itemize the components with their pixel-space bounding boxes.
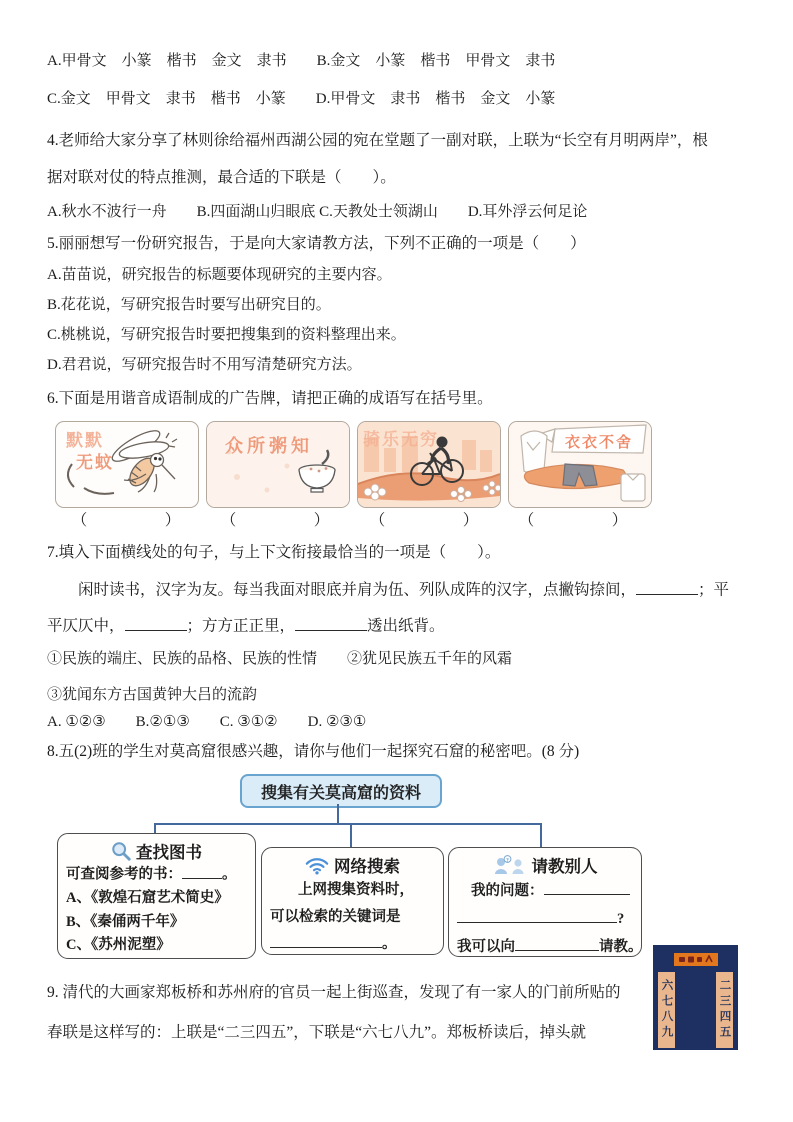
box3-line3-end: 请教。 — [599, 939, 643, 955]
q5-option-a: A.苗苗说，研究报告的标题要体现研究的主要内容。 — [47, 267, 392, 283]
q7-passage-text-5: 透出纸背。 — [367, 617, 445, 635]
box3-line2 — [449, 905, 641, 933]
q9-text-line1: 9. 清代的大画家郑板桥和苏州府的官员一起上街巡查，发现了有一家人的门前所贴的 — [47, 984, 621, 1001]
diagram-root-box — [240, 774, 442, 808]
q7-items-1-2: ①民族的端庄、民族的品格、民族的性情 ②犹见民族五千年的风霜 — [47, 651, 513, 667]
box2-title: 网络搜索 — [334, 857, 400, 876]
couplet-left-scroll — [658, 972, 675, 1048]
box2-line1: 上网搜集资料时， — [298, 882, 414, 898]
q3-options-row1: A.甲骨文 小篆 楷书 金文 隶书 B.金文 小篆 楷书 甲骨文 隶书 — [47, 53, 556, 69]
q9-text-line2: 春联是这样写的：上联是“二三四五”，下联是“六七八九”。郑板桥读后，掉头就 — [47, 1024, 587, 1041]
ad-board-3 — [357, 421, 501, 508]
box1-option-a: A、《敦煌石窟艺术简史》 — [66, 890, 229, 906]
ad-board-4-idiom: 衣衣不舍 — [565, 435, 634, 451]
box1-blank — [182, 863, 222, 879]
q7-choices: A. ①②③ B.②①③ C. ③①② D. ②③① — [47, 714, 367, 730]
box2-title-row — [262, 853, 443, 877]
q4-options: A.秋水不波行一舟 B.四面湖山归眼底 C.天教处士领湖山 D.耳外浮云何足论 — [47, 204, 588, 220]
question-badge-icon: ? — [505, 857, 509, 864]
wifi-icon — [305, 856, 329, 875]
box3-title: 请教别人 — [531, 857, 598, 876]
box1-option-b: B、《秦俑两千年》 — [66, 913, 185, 930]
magnifier-icon — [111, 841, 131, 861]
couplet-banner-characters — [678, 955, 714, 964]
box3-line3-text: 我可以向 — [457, 939, 515, 955]
q7-blank-3 — [295, 614, 367, 631]
q7-passage-text-2: ；平 — [698, 581, 730, 599]
box1-option-c: C、《苏州泥塑》 — [66, 937, 171, 953]
diagram-box-find-books — [57, 833, 256, 959]
ad-board-2 — [206, 421, 350, 508]
q5-stem: 5.丽丽想写一份研究报告，于是向大家请教方法，下列不正确的一项是（ ） — [47, 235, 586, 252]
q5-option-c: C.桃桃说，写研究报告时要把搜集到的资料整理出来。 — [47, 327, 406, 343]
box1-title: 查找图书 — [136, 843, 202, 862]
q7-passage-text-4: ；方方正正里， — [186, 617, 296, 635]
couplet-right-text: 二三四五 — [718, 979, 731, 1041]
couplet-right-scroll — [716, 972, 733, 1048]
box1-line1-text: 可查阅参考的书： — [66, 866, 182, 883]
diagram-box-web-search — [261, 847, 444, 955]
q4-stem-line2: 据对联对仗的特点推测，最合适的下联是（ ）。 — [47, 169, 396, 186]
ad-board-3-idiom: 骑乐无穷 — [363, 430, 439, 449]
q6-answer-bracket-1: （ ） — [71, 512, 181, 529]
box2-line3-end: 。 — [382, 936, 397, 952]
q5-option-b: B.花花说，写研究报告时要写出研究目的。 — [47, 297, 331, 313]
q7-item-3: ③犹闻东方古国黄钟大吕的流韵 — [47, 687, 258, 703]
box3-line1 — [449, 877, 641, 905]
connector-vertical-root — [337, 804, 339, 823]
q5-option-d: D.君君说，写研究报告时不用写清楚研究方法。 — [47, 357, 362, 373]
connector-horizontal — [155, 823, 541, 825]
box2-blank — [270, 933, 382, 949]
box3-line2-end: ? — [617, 911, 625, 927]
box3-line3 — [449, 933, 641, 961]
q6-answer-bracket-2: （ ） — [220, 512, 330, 529]
box1-title-row — [58, 839, 255, 863]
ad-board-1-idiom-line1: 默默 — [66, 431, 104, 450]
box2-line3 — [262, 931, 443, 958]
box1-line1-end: 。 — [222, 866, 237, 883]
connector-drop-box2 — [350, 823, 352, 848]
q6-stem: 6.下面是用谐音成语制成的广告牌，请把正确的成语写在括号里。 — [47, 390, 493, 407]
q8-stem: 8.五(2)班的学生对莫高窟很感兴趣，请你与他们一起探究石窟的秘密吧。(8 分) — [47, 743, 580, 760]
diagram-box-ask-others — [448, 847, 642, 957]
q7-blank-2 — [125, 614, 187, 631]
ad-board-4 — [508, 421, 652, 508]
q7-passage-line1 — [47, 578, 729, 602]
box2-line2: 可以检索的关键词是 — [270, 909, 401, 925]
q7-blank-1 — [636, 578, 698, 595]
q4-stem-line1: 4.老师给大家分享了林则徐给福州西湖公园的宛在堂题了一副对联，上联为“长空有月明两岸”，根 — [47, 132, 708, 149]
q6-answer-bracket-3: （ ） — [369, 512, 479, 529]
q7-stem: 7.填入下面横线处的句子，与上下文衔接最恰当的一项是（ ）。 — [47, 544, 501, 561]
box1-line1 — [58, 863, 255, 887]
ad-board-1 — [55, 421, 199, 508]
q6-answer-bracket-4: （ ） — [518, 512, 628, 529]
people-icon — [493, 855, 527, 875]
couplet-picture — [653, 945, 738, 1050]
connector-drop-box3 — [540, 823, 542, 848]
diagram-root-label: 搜集有关莫高窟的资料 — [260, 784, 421, 802]
q7-passage-line2 — [47, 614, 445, 638]
couplet-banner — [674, 953, 718, 966]
q6-answer-brackets — [55, 508, 644, 530]
box3-blank-2 — [457, 908, 617, 924]
q3-options-row2: C.金文 甲骨文 隶书 楷书 小篆 D.甲骨文 隶书 楷书 金文 小篆 — [47, 91, 556, 107]
q7-passage-text-1: 闲时读书，汉字为友。每当我面对眼底并肩为伍、列队成阵的汉字，点撇钩捺间， — [47, 581, 637, 599]
box3-blank-3 — [515, 936, 599, 952]
ad-board-1-idiom-line2: 无蚊 — [76, 453, 114, 472]
q7-passage-text-3: 平仄仄中， — [47, 617, 125, 635]
box3-title-row — [449, 853, 641, 877]
couplet-left-text: 六七八九 — [660, 979, 673, 1041]
box3-line1-text: 我的问题： — [471, 883, 544, 899]
box3-blank-1 — [544, 880, 630, 896]
q6-ad-boards — [55, 421, 652, 508]
ad-board-2-idiom: 众所粥知 — [225, 436, 313, 456]
